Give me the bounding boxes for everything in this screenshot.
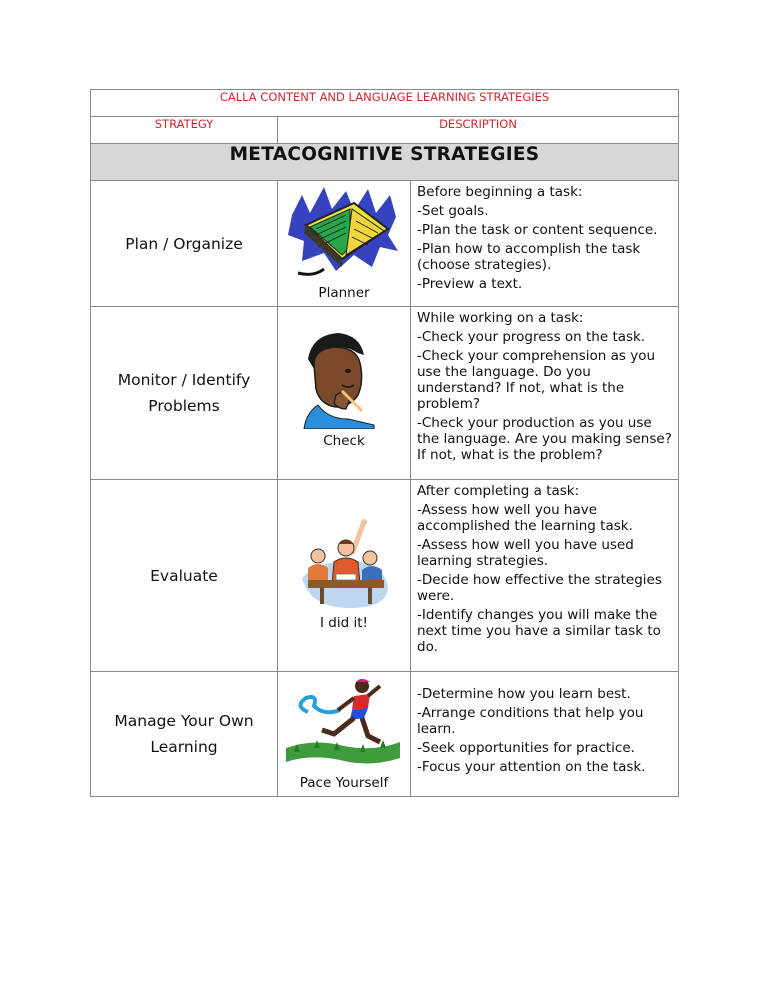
image-cell	[278, 181, 411, 307]
calla-strategies-table	[90, 89, 679, 797]
description-line: Before beginning a task:	[417, 184, 583, 200]
description-line: -Plan how to accomplish the task (choose strategies).	[417, 241, 641, 273]
description-cell	[411, 672, 679, 797]
description-line: -Assess how well you have accomplished the learning task.	[417, 502, 633, 534]
description-line: -Check your comprehension as you use the language. Do you understand? If not, what is the problem?	[417, 348, 656, 412]
description-line: -Preview a text.	[417, 276, 523, 292]
description-cell	[411, 307, 679, 480]
description-line: -Check your progress on the task.	[417, 329, 646, 345]
table-row	[91, 672, 679, 797]
description-cell	[411, 480, 679, 672]
thinking-person-icon	[298, 329, 378, 429]
description-line: -Identify changes you will make the next time you have a similar task to do.	[417, 607, 661, 655]
table-row	[91, 181, 679, 307]
description-line: -Arrange conditions that help you learn.	[417, 705, 644, 737]
image-cell	[278, 672, 411, 797]
strategy-name	[91, 307, 278, 480]
table-title-row	[91, 90, 679, 117]
strategy-name	[91, 181, 278, 307]
strategy-label: Monitor / Identify	[117, 371, 251, 389]
description-line: -Determine how you learn best.	[417, 686, 631, 702]
strategy-label: Plan / Organize	[125, 234, 243, 253]
column-header-strategy: STRATEGY	[91, 117, 278, 144]
strategy-label: Learning	[150, 738, 218, 756]
description-line: After completing a task:	[417, 483, 580, 499]
planner-book-icon	[284, 185, 404, 285]
column-header-row	[91, 117, 679, 144]
strategy-label: Problems	[148, 397, 220, 415]
image-cell	[278, 307, 411, 480]
strategy-label: Manage Your Own	[114, 712, 254, 730]
runner-icon	[284, 676, 402, 772]
table-title: CALLA CONTENT AND LANGUAGE LEARNING STRATEGIES	[91, 90, 679, 117]
description-line: -Decide how effective the strategies were.	[417, 572, 662, 604]
description-line: -Assess how well you have used learning strategies.	[417, 537, 634, 569]
description-line: -Check your production as you use the language. Are you making sense? If not, what is the problem?	[417, 415, 672, 463]
strategy-name	[91, 672, 278, 797]
description-line: While working on a task:	[417, 310, 584, 326]
section-header-row	[91, 144, 679, 181]
image-caption: Planner	[318, 285, 370, 301]
image-caption: I did it!	[320, 615, 368, 631]
students-raising-hand-icon	[300, 518, 390, 610]
description-cell	[411, 181, 679, 307]
table-row	[91, 480, 679, 672]
description-line: -Focus your attention on the task.	[417, 759, 646, 775]
description-line: -Seek opportunities for practice.	[417, 740, 635, 756]
strategy-label: Evaluate	[150, 566, 218, 585]
column-header-description: DESCRIPTION	[278, 117, 679, 144]
image-caption: Pace Yourself	[299, 775, 389, 791]
description-line: -Plan the task or content sequence.	[417, 222, 658, 238]
section-header: METACOGNITIVE STRATEGIES	[91, 144, 679, 181]
image-caption: Check	[323, 433, 365, 449]
description-line: -Set goals.	[417, 203, 489, 219]
table-row	[91, 307, 679, 480]
image-cell	[278, 480, 411, 672]
strategy-name	[91, 480, 278, 672]
